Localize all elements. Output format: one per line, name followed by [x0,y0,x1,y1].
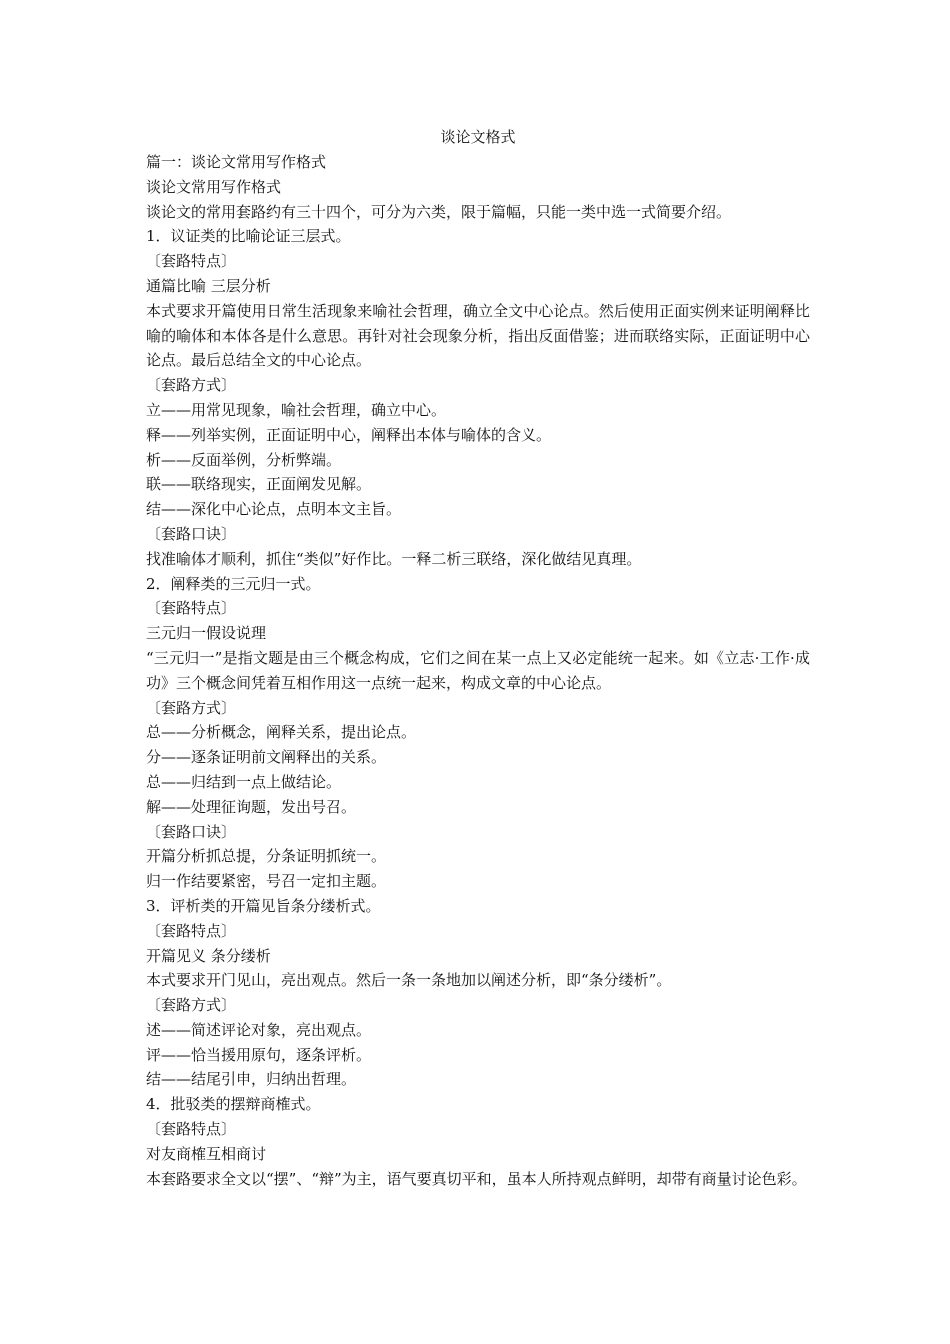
text-line: 释——列举实例，正面证明中心，阐释出本体与喻体的含义。 [146,425,552,444]
text-line: 开篇分析抓总提，分条证明抓统一。 [146,847,387,866]
text-line: 〔套路口诀〕 [146,524,237,543]
text-line: 解——处理征询题，发出号召。 [146,797,357,816]
text-line: 〔套路方式〕 [146,698,237,717]
text-line: 谈论文常用写作格式 [146,177,282,196]
paragraph: 本套路要求全文以“摆”、“辩”为主，语气要真切平和，虽本人所持观点鲜明，却带有商量讨论色彩。 [146,1169,807,1188]
text-line: 谈论文的常用套路约有三十四个，可分为六类，限于篇幅，只能一类中选一式简要介绍。 [146,202,732,221]
text-line: 分——逐条证明前文阐释出的关系。 [146,748,387,767]
text-line: 评——恰当援用原句，逐条评析。 [146,1045,372,1064]
text-line: 3．评析类的开篇见旨条分缕析式。 [146,896,381,915]
text-line: 本式要求开门见山，亮出观点。然后一条一条地加以阐述分析，即“条分缕析”。 [146,971,672,990]
document-body [146,124,810,1191]
text-line: 析——反面举例，分析弊端。 [146,450,342,469]
text-line: 通篇比喻 三层分析 [146,276,271,295]
paragraph: “三元归一”是指文题是由三个概念构成，它们之间在某一点上又必定能统一起来。如《立志·工作·成功》三个概念间凭着互相作用这一点统一起来，构成文章的中心论点。 [146,648,810,692]
document-title: 谈论文格式 [440,128,516,146]
text-line: 〔套路方式〕 [146,996,237,1015]
text-line: 开篇见义 条分缕析 [146,946,271,965]
text-line: 〔套路特点〕 [146,1120,237,1139]
text-line: 结——深化中心论点，点明本文主旨。 [146,500,402,519]
text-line: 〔套路特点〕 [146,599,237,618]
text-line: 2．阐释类的三元归一式。 [146,574,321,593]
text-line: 篇一：谈论文常用写作格式 [146,153,327,171]
text-line: 联——联络现实，正面阐发见解。 [146,475,372,494]
text-line: 1．议证类的比喻论证三层式。 [146,227,351,246]
text-line: 立——用常见现象，喻社会哲理，确立中心。 [146,400,447,419]
paragraph: 本式要求开篇使用日常生活现象来喻社会哲理，确立全文中心论点。然后使用正面实例来证明阐释比喻的喻体和本体各是什么意思。再针对社会现象分析，指出反面借鉴；进而联络实际，正面证明中心论点。最后总结全文的中心论点。 [146,301,810,370]
text-line: 对友商榷互相商讨 [146,1144,267,1163]
text-line: 归一作结要紧密，号召一定扣主题。 [146,872,387,891]
document-lines [146,150,810,1191]
text-line: 结——结尾引申，归纳出哲理。 [146,1070,357,1089]
text-line: 述——简述评论对象，亮出观点。 [146,1020,372,1039]
text-line: 〔套路口诀〕 [146,822,237,841]
text-line: 〔套路特点〕 [146,921,237,940]
text-line: 〔套路方式〕 [146,376,237,395]
text-line: 〔套路特点〕 [146,252,237,271]
text-line: 总——分析概念，阐释关系，提出论点。 [146,723,417,742]
text-line: 总——归结到一点上做结论。 [146,772,342,791]
text-line: 三元归一假设说理 [146,624,267,643]
text-line: 4．批驳类的摆辩商榷式。 [146,1095,321,1114]
text-line: 找准喻体才顺利，抓住“类似”好作比。一释二析三联络，深化做结见真理。 [146,549,642,568]
